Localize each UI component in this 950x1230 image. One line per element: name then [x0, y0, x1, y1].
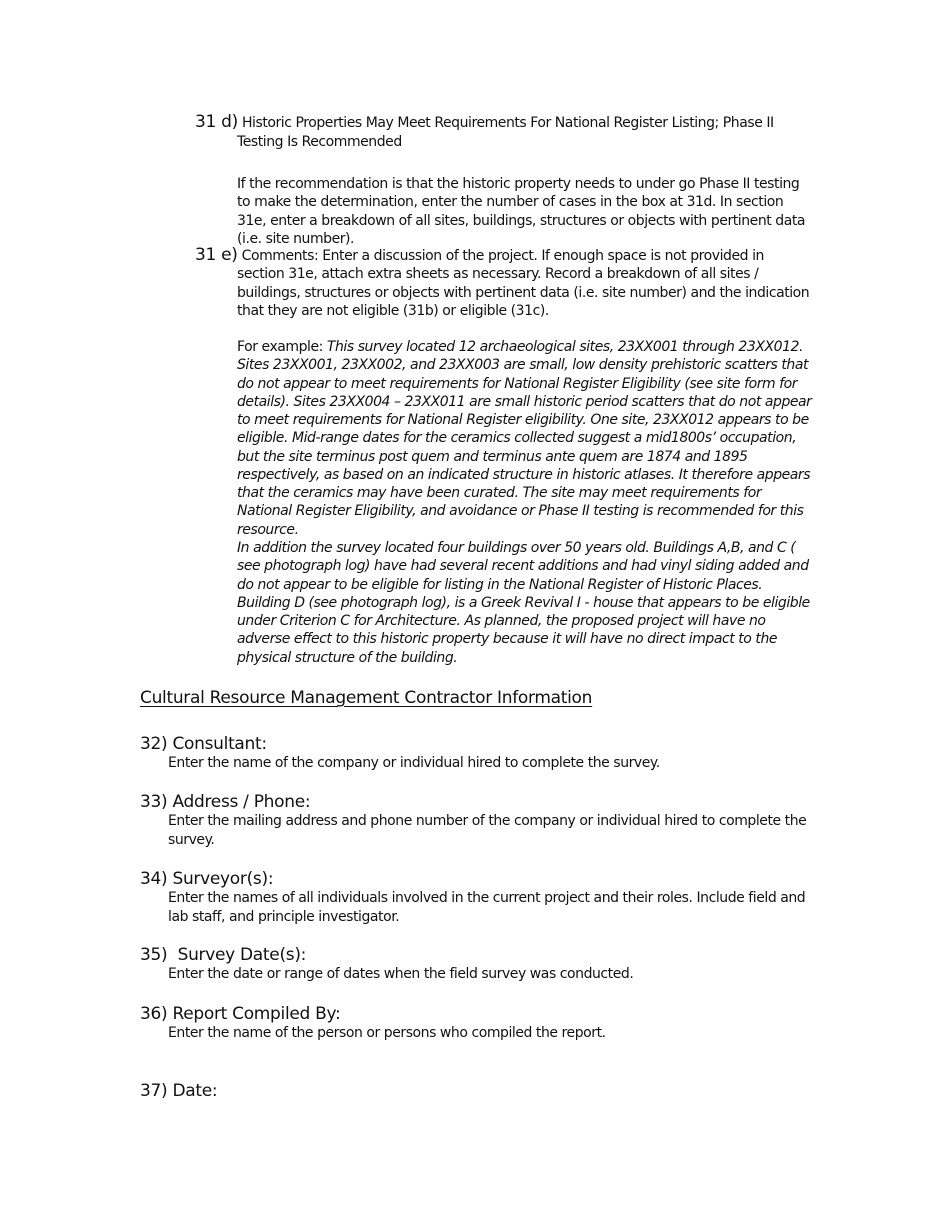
item-31e-number: 31 e) — [195, 245, 238, 265]
field-title: 37) Date: — [140, 1081, 218, 1101]
field-description: Enter the date or range of dates when the field survey was conducted. — [168, 966, 634, 982]
item-31e-heading: Comments: Enter a discussion of the project. If enough space is not provided in section 31e, attach extra sheets as necessary. Record a breakdown of all sites / buildings, structures or objects with pertinent data (i.e. site number) and the indication that they are not eligible (31b) or eligible (31c). — [237, 248, 810, 319]
field-title: 32) Consultant: — [140, 734, 267, 754]
item-31d-heading: Historic Properties May Meet Requirements For National Register Listing; Phase II Testing Is Recommended — [237, 115, 774, 150]
example-text: This survey located 12 archaeological sites, 23XX001 through 23XX012. Sites 23XX001, 23XX002, and 23XX003 are small, low density prehistoric scatters that do not appear to meet requirements for National Register Eligibility (see site form for details). Sites 23XX004 – 23XX011 are small historic period scatters that do not appear to meet requirements for National Register eligibility. One site, 23XX012 appears to be eligible. Mid-range dates for the ceramics collected suggest a mid1800s’ occupation, but the site terminus post quem and terminus ante quem are 1874 and 1895 respectively, as based on an indicated structure in historic atlases. It therefore appears that the ceramics may have been curated. The site may meet requirements for National Register Eligibility, and avoidance or Phase II testing is recommended for this resource. — [237, 339, 812, 538]
field-description: Enter the name of the person or persons who compiled the report. — [168, 1025, 606, 1041]
section-title: Cultural Resource Management Contractor Information — [140, 688, 593, 708]
item-31e-heading-line — [195, 246, 815, 320]
item-31d-heading-line — [195, 113, 815, 152]
field-address-phone — [140, 792, 820, 849]
field-description: Enter the names of all individuals involved in the current project and their roles. Include field and lab staff, and principle investigator. — [168, 890, 806, 925]
field-description: Enter the name of the company or individual hired to complete the survey. — [168, 755, 660, 771]
item-31d-number: 31 d) — [195, 112, 238, 132]
field-surveyors — [140, 869, 820, 926]
field-title: 34) Surveyor(s): — [140, 869, 274, 889]
item-31e — [195, 246, 815, 320]
field-title: 33) Address / Phone: — [140, 792, 311, 812]
item-31d — [195, 113, 815, 152]
example-lead: For example: — [237, 339, 327, 355]
field-date — [140, 1081, 820, 1101]
field-survey-dates — [140, 945, 820, 984]
field-consultant — [140, 734, 820, 773]
field-description: Enter the mailing address and phone number of the company or individual hired to complete the survey. — [168, 813, 807, 848]
field-report-compiled-by — [140, 1004, 820, 1043]
field-title: 36) Report Compiled By: — [140, 1004, 341, 1024]
item-31d-body: If the recommendation is that the historic property needs to under go Phase II testing to make the determination, enter the number of cases in the box at 31d. In section 31e, enter a breakdown of all sites, buildings, structures or objects with pertinent data (i.e. site number). — [237, 176, 806, 247]
item-31e-addition: In addition the survey located four buildings over 50 years old. Buildings A,B, and C ( see photograph log) have had several recent additions and had vinyl siding added and do not appear to be eligible for listing in the National Register of Historic Places. Building D (see photograph log), is a Greek Revival I - house that appears to be eligible under Criterion C for Architecture. As planned, the proposed project will have no adverse effect to this historic property because it will have no direct impact to the physical structure of the building. — [237, 540, 810, 666]
item-31e-example — [237, 338, 815, 539]
field-title: 35) Survey Date(s): — [140, 945, 307, 965]
